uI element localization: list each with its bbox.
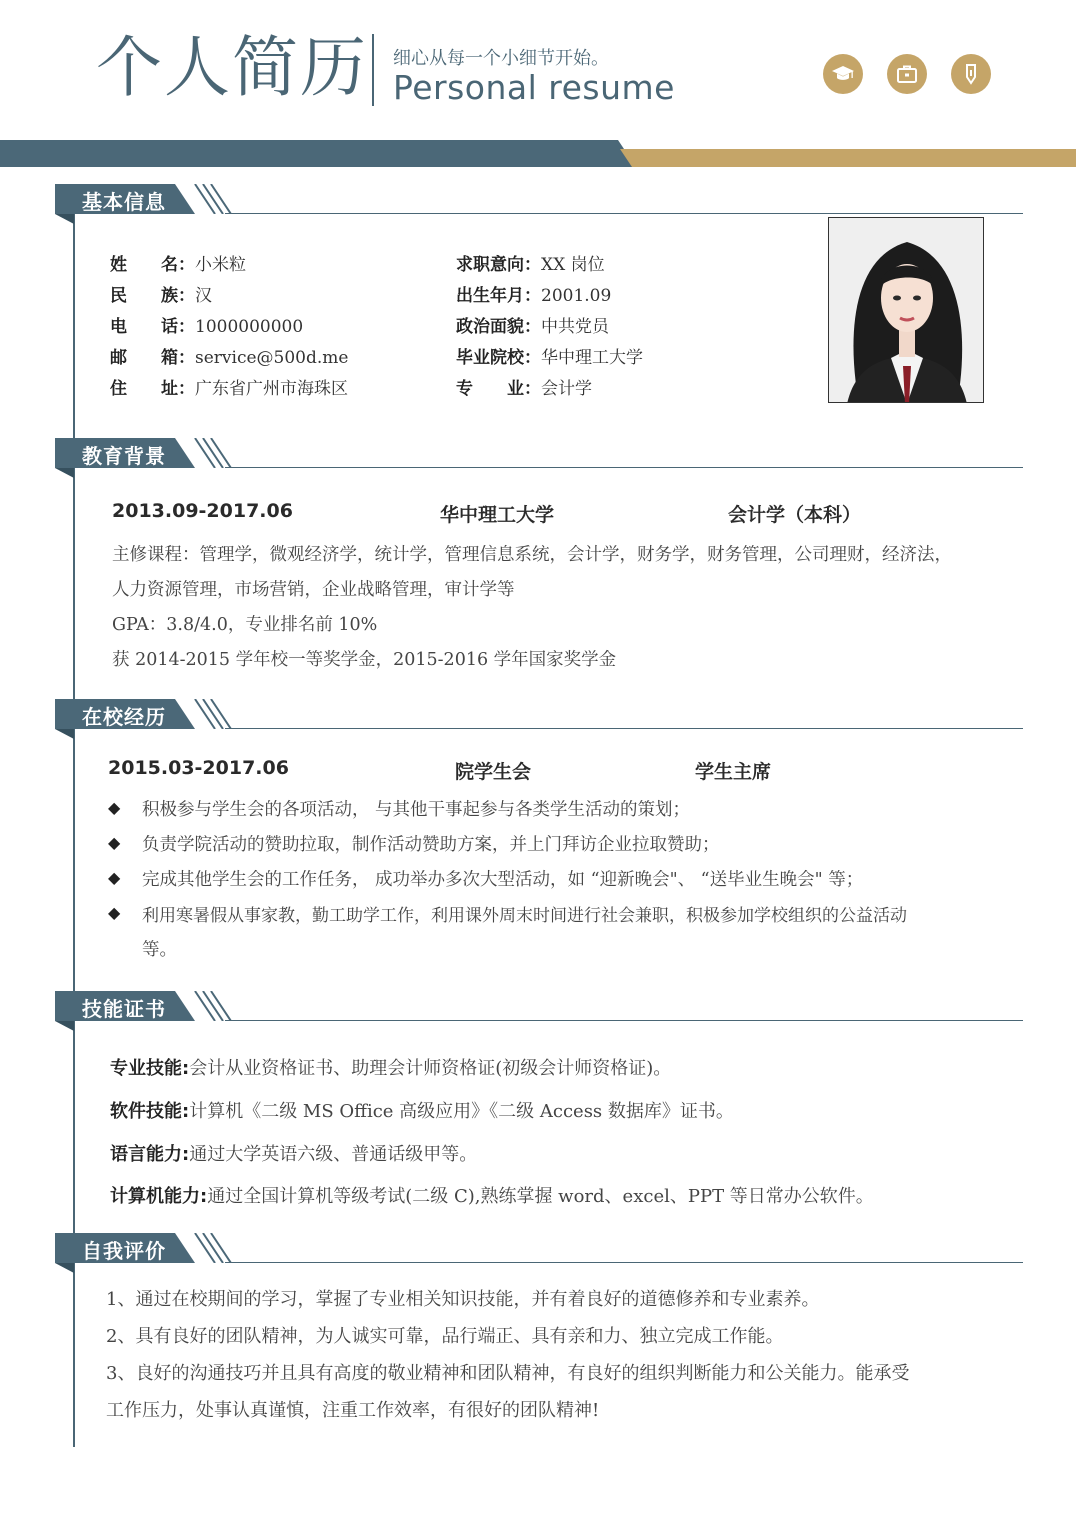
education-line: 主修课程：管理学，微观经济学，统计学，管理信息系统，会计学，财务学，财务管理，公司理财，经济法， xyxy=(112,545,952,565)
section-title: 基本信息 xyxy=(82,190,166,214)
campus-item-continuation: 等。 xyxy=(142,940,177,960)
info-major: 专 业：会计学 xyxy=(456,379,592,399)
campus-item: 负责学院活动的赞助拉取，制作活动赞助方案，并上门拜访企业拉取赞助； xyxy=(142,835,720,855)
pen-icon xyxy=(951,54,991,94)
education-line: 获 2014-2015 学年校一等奖学金，2015-2016 学年国家奖学金 xyxy=(112,650,617,670)
section-title: 在校经历 xyxy=(82,705,166,729)
skill-item: 语言能力:通过大学英语六级、普通话级甲等。 xyxy=(110,1144,478,1165)
education-line: 人力资源管理，市场营销，企业战略管理，审计学等 xyxy=(112,580,515,600)
info-name: 姓 名：小米粒 xyxy=(110,255,246,275)
campus-org: 院学生会 xyxy=(455,761,532,783)
page-subtitle: 细心从每一个小细节开始。 xyxy=(393,48,609,69)
section-title: 自我评价 xyxy=(82,1239,166,1263)
section-title: 教育背景 xyxy=(82,444,166,468)
info-address: 住 址：广东省广州市海珠区 xyxy=(110,379,348,399)
self-eval-line: 3、良好的沟通技巧并且具有高度的敬业精神和团队精神，有良好的组织判断能力和公关能力。能承受 xyxy=(106,1363,910,1384)
header-band-gold xyxy=(620,149,1076,167)
info-phone: 电 话：1000000000 xyxy=(110,317,304,337)
campus-period: 2015.03-2017.06 xyxy=(108,757,289,779)
education-school: 华中理工大学 xyxy=(440,504,555,526)
skill-item: 软件技能:计算机《二级 MS Office 高级应用》《二级 Access 数据库》证书。 xyxy=(110,1101,734,1122)
profile-photo xyxy=(828,217,984,403)
campus-role: 学生主席 xyxy=(695,761,772,783)
self-eval-line: 工作压力，处事认真谨慎，注重工作效率，有很好的团队精神! xyxy=(106,1400,600,1421)
self-eval-line: 1、通过在校期间的学习，掌握了专业相关知识技能，并有着良好的道德修养和专业素养。 xyxy=(106,1289,820,1310)
section-header-campus xyxy=(55,699,1023,741)
campus-item: 利用寒暑假从事家教，勤工助学工作，利用课外周末时间进行社会兼职，积极参加学校组织的公益活动 xyxy=(142,906,907,926)
bullet-icon: ◆ xyxy=(108,798,121,817)
education-period: 2013.09-2017.06 xyxy=(112,500,293,522)
section-header-self-eval xyxy=(55,1233,1023,1275)
skill-item: 专业技能:会计从业资格证书、助理会计师资格证(初级会计师资格证)。 xyxy=(110,1058,672,1079)
self-eval-line: 2、具有良好的团队精神，为人诚实可靠，品行端正、具有亲和力、独立完成工作能。 xyxy=(106,1326,784,1347)
briefcase-icon xyxy=(887,54,927,94)
education-degree: 会计学（本科） xyxy=(728,504,862,526)
bullet-icon: ◆ xyxy=(108,903,121,922)
header-band-slate xyxy=(0,140,636,167)
info-school: 毕业院校：华中理工大学 xyxy=(456,348,643,368)
section-header-skills xyxy=(55,991,1023,1033)
section-header-education xyxy=(55,438,1023,480)
info-email: 邮 箱：service@500d.me xyxy=(110,348,349,368)
skill-item: 计算机能力:通过全国计算机等级考试(二级 C),熟练掌握 word、excel、PPT 等日常办公软件。 xyxy=(110,1186,874,1207)
campus-item: 积极参与学生会的各项活动， 与其他干事起参与各类学生活动的策划； xyxy=(142,800,691,820)
page-title: 个人简历 xyxy=(96,29,368,106)
info-birth: 出生年月：2001.09 xyxy=(456,286,612,306)
bullet-icon: ◆ xyxy=(108,868,121,887)
graduation-cap-icon xyxy=(823,54,863,94)
title-divider xyxy=(372,34,374,106)
info-politics: 政治面貌：中共党员 xyxy=(456,317,609,337)
section-title: 技能证书 xyxy=(82,997,166,1021)
bullet-icon: ◆ xyxy=(108,833,121,852)
page-title-english: Personal resume xyxy=(393,68,675,107)
info-intention: 求职意向：XX 岗位 xyxy=(456,255,605,275)
education-line: GPA：3.8/4.0，专业排名前 10% xyxy=(112,615,378,635)
campus-item: 完成其他学生会的工作任务， 成功举办多次大型活动，如 “迎新晚会"、 “送毕业生晚会" 等； xyxy=(142,870,864,890)
info-ethnicity: 民 族：汉 xyxy=(110,286,212,306)
